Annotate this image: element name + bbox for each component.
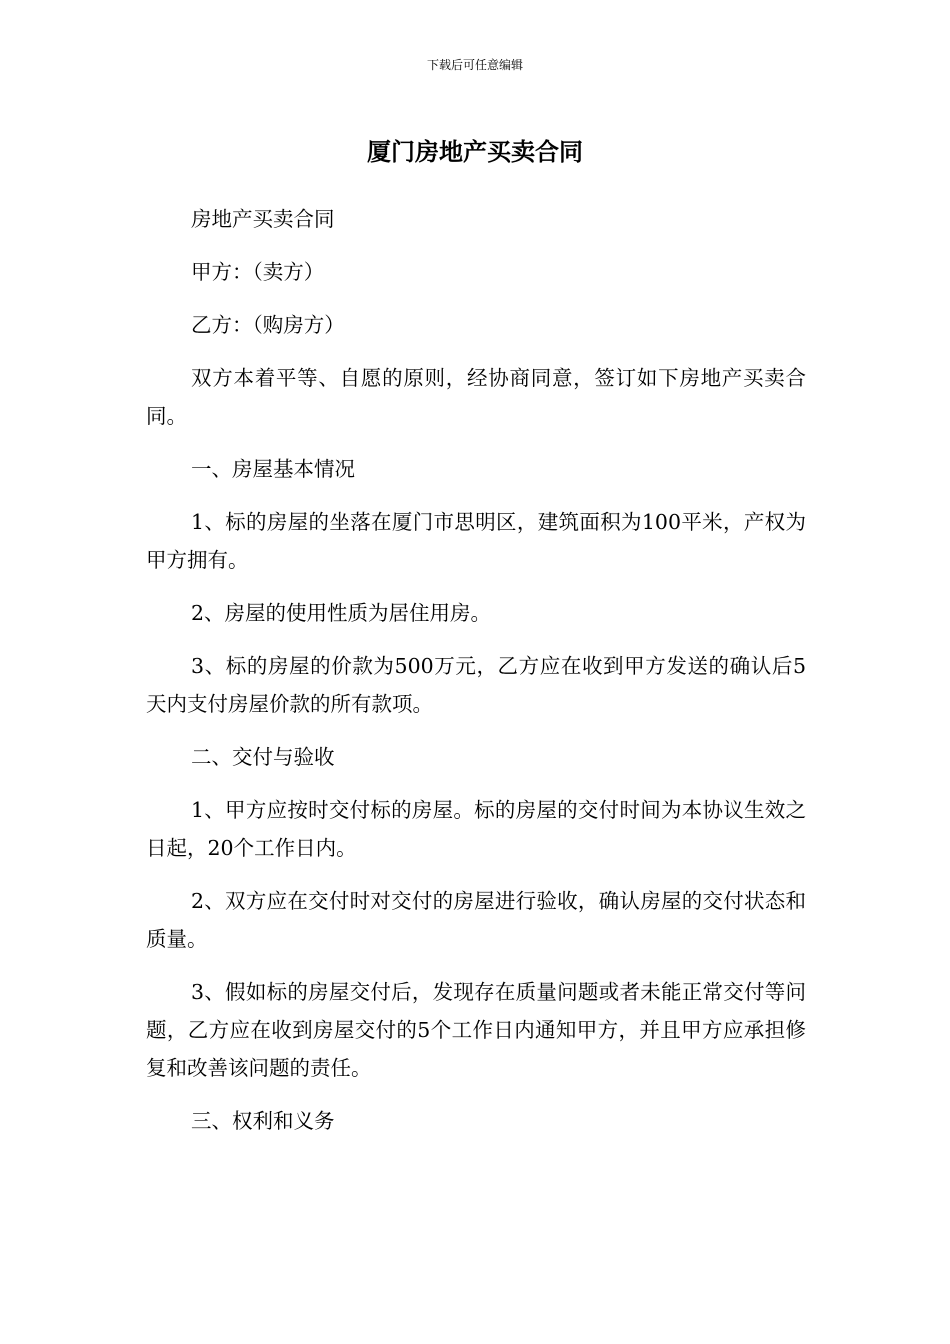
section-heading-3: 三、权利和义务 (191, 1109, 335, 1133)
section-heading-2: 二、交付与验收 (191, 745, 335, 769)
paragraph-party-a: 甲方：（卖方） (191, 260, 325, 284)
clause-1-1: 1、标的房屋的坐落在厦门市思明区，建筑面积为100平米，产权为甲方拥有。 (146, 510, 806, 572)
section-heading-1: 一、房屋基本情况 (191, 457, 355, 481)
document-title: 厦门房地产买卖合同 (367, 138, 583, 166)
clause-2-2: 2、双方应在交付时对交付的房屋进行验收，确认房屋的交付状态和质量。 (146, 889, 806, 951)
paragraph-preamble: 双方本着平等、自愿的原则，经协商同意，签订如下房地产买卖合同。 (146, 366, 806, 428)
paragraph-party-b: 乙方：（购房方） (191, 313, 345, 337)
clause-1-2: 2、房屋的使用性质为居住用房。 (191, 601, 492, 625)
header-note: 下载后可任意编辑 (426, 58, 523, 72)
document-body (146, 200, 806, 1155)
clause-1-3: 3、标的房屋的价款为500万元，乙方应在收到甲方发送的确认后5天内支付房屋价款的所有款项。 (146, 654, 806, 716)
clause-2-1: 1、甲方应按时交付标的房屋。标的房屋的交付时间为本协议生效之日起，20个工作日内。 (146, 798, 806, 860)
paragraph-subtitle: 房地产买卖合同 (191, 207, 335, 231)
clause-2-3: 3、假如标的房屋交付后，发现存在质量问题或者未能正常交付等问题，乙方应在收到房屋交付的5个工作日内通知甲方，并且甲方应承担修复和改善该问题的责任。 (146, 980, 806, 1080)
